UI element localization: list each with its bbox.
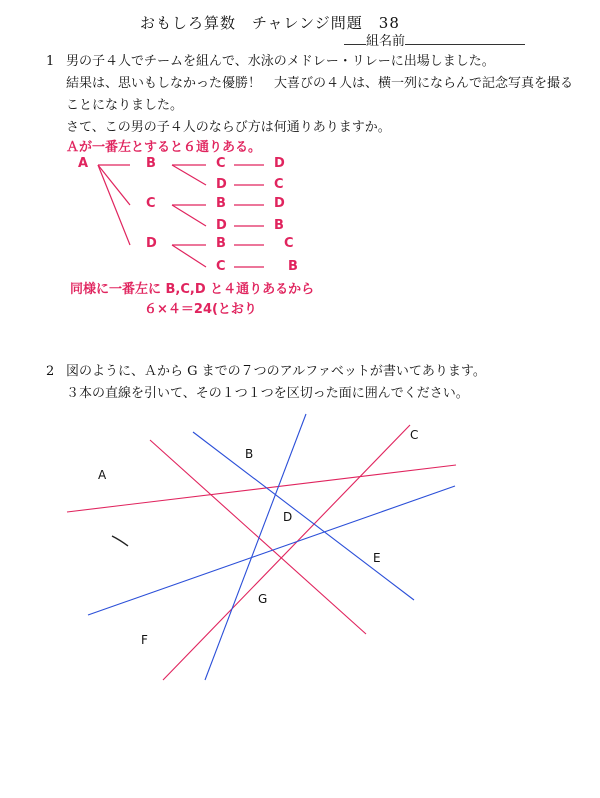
tree-node: B <box>216 196 226 211</box>
label-f: F <box>141 633 148 647</box>
label-c: C <box>410 428 419 442</box>
problem1-line-3: ことになりました。 <box>66 98 184 113</box>
answer-conclusion: 同様に一番左に B,C,D と４通りあるから <box>70 282 315 297</box>
answer-formula: ６×４＝24(とおり <box>144 302 257 317</box>
tree-level1-c: C <box>146 196 156 211</box>
label-a: A <box>98 468 107 482</box>
problem1-line-1: 男の子４人でチームを組んで、水泳のメドレー・リレーに出場しました。 <box>66 54 495 69</box>
tree-node: D <box>216 177 227 192</box>
problem2-number: 2 <box>46 364 55 379</box>
pencil-mark <box>112 536 128 546</box>
problem1-line-4: さて、この男の子４人のならび方は何通りありますか。 <box>66 120 391 135</box>
page-title: おもしろ算数 チャレンジ問題 38 <box>140 14 400 32</box>
name-label: 組名前 <box>366 34 406 49</box>
tree-node: B <box>288 259 298 274</box>
label-g: G <box>258 592 268 606</box>
tree-node: C <box>284 236 294 251</box>
tree-node: D <box>216 218 227 233</box>
tree-node: C <box>274 177 284 192</box>
tree-node: C <box>216 156 226 171</box>
problem1-number: 1 <box>46 54 55 69</box>
tree-node: B <box>216 236 226 251</box>
blue-line-2 <box>205 414 306 680</box>
label-e: E <box>373 551 381 565</box>
tree-node: D <box>274 156 285 171</box>
tree-level1-b: B <box>146 156 156 171</box>
tree-root: A <box>78 156 89 171</box>
tree-node: C <box>216 259 226 274</box>
blue-line-1 <box>193 432 414 600</box>
problem2-line-2: ３本の直線を引いて、その１つ１つを区切った面に囲んでください。 <box>66 386 469 401</box>
label-d: D <box>283 510 293 524</box>
problem1-line-2: 結果は、思いもしなかった優勝！ 大喜びの４人は、横一列にならんで記念写真を撮る <box>66 76 574 91</box>
tree-level1-d: D <box>146 236 157 251</box>
tree-node: D <box>274 196 285 211</box>
red-line-1 <box>67 465 456 512</box>
label-b: B <box>245 447 254 461</box>
problem2-line-1: 図のように、Ａから G までの７つのアルファベットが書いてあります。 <box>66 364 486 379</box>
answer-intro: Ａが一番左とすると６通りある。 <box>66 140 262 155</box>
tree-node: B <box>274 218 284 233</box>
